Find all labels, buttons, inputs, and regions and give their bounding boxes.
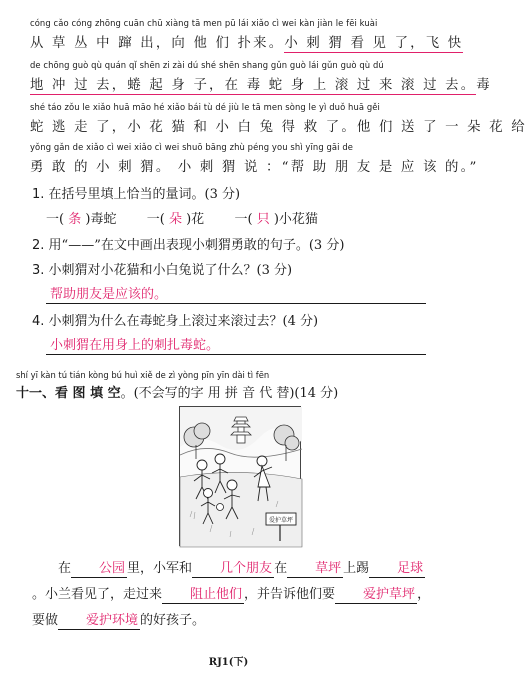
q1-fill-3: 一( 只 )小花猫 (234, 212, 318, 227)
cloze-blank-7[interactable]: 爱护环境 (58, 613, 140, 630)
passage-pinyin-3: shé táo zǒu le xiǎo huā māo hé xiǎo bái tù dé jiù le tā men sòng le yì duǒ huā gěi (30, 102, 380, 112)
cloze-blank-5[interactable]: 阻止他们 (162, 587, 244, 604)
passage-line-1-text: 从 草 丛 中 蹿 出，向 他 们 扑来。 (30, 36, 285, 51)
cloze-paragraph: 在 公园 里，小军和 几个朋友 在 草坪 上踢 足球。小兰看见了，走过来 阻止他们 ，并告诉他们要 爱护草坪 ，要做 爱护环境 的好孩子。 (32, 561, 431, 628)
question-4: 4. 小刺猬为什么在毒蛇身上滚过来滚过去？(4 分) (32, 314, 319, 329)
passage-line-2-tail: 毒 (476, 78, 492, 93)
page-footer: RJ1(下) (208, 657, 249, 668)
q1-fill-2: 一( 朵 )花 (146, 212, 205, 227)
question-1: 1. 在括号里填上恰当的量词。(3 分) (32, 187, 241, 202)
question-2: 2. 用“——”在文中画出表现小刺猬勇敢的句子。(3 分) (32, 238, 345, 253)
q1-answer-1[interactable]: 条 (68, 212, 82, 227)
q1-answer-3[interactable]: 只 (256, 212, 270, 227)
brave-sentence-underline-start: 小 刺 猬 看 见 了，飞 快 (284, 36, 464, 51)
brave-sentence-underline-end: 地 冲 过 去，蜷 起 身 子，在 毒 蛇 身 上 滚 过 来 滚 过 去。 (30, 78, 477, 93)
section-heading (16, 382, 338, 401)
section-note: 。(不会写的字 用 拼 音 代 替)(14 分) (120, 386, 339, 401)
park-scene-drawing (180, 407, 302, 547)
cloze-blank-6[interactable]: 爱护草坪 (335, 587, 417, 604)
passage-pinyin-4: yǒng gǎn de xiǎo cì wei xiǎo cì wei shuō bāng zhù péng you shì yīng gāi de (30, 142, 354, 152)
passage-line-4: 勇 敢 的 小 刺 猬。 小 刺 猬 说 ：“帮 助 朋 友 是 应 该 的。” (30, 160, 479, 175)
section-number: 十一、 (16, 386, 56, 401)
cloze-blank-2[interactable]: 几个朋友 (192, 561, 274, 578)
section-title: 看 图 填 空 (55, 386, 121, 401)
q3-answer-line[interactable]: 帮助朋友是应该的。 (46, 283, 426, 304)
passage-pinyin-1: cóng cǎo cóng zhōng cuān chū xiàng tā men pū lái xiǎo cì wei kàn jiàn le fēi kuài (30, 18, 378, 28)
q1-fill-row (46, 208, 318, 227)
q4-answer-line[interactable]: 小刺猬在用身上的刺扎毒蛇。 (46, 334, 426, 355)
section-pinyin: shí yī kàn tú tián kòng bú huì xiě de zì yòng pīn yīn dài tì fēn (16, 370, 270, 380)
q1-answer-2[interactable]: 朵 (168, 212, 182, 227)
cloze-blank-3[interactable]: 草坪 (287, 561, 343, 578)
q1-fill-1: 一( 条 )毒蛇 (46, 212, 117, 227)
passage-line-2 (30, 74, 492, 93)
football-icon (217, 504, 224, 511)
passage-pinyin-2: de chōng guò qù quán qǐ shēn zi zài dú shé shēn shang gǔn guò lái gǔn guò qù dú (30, 60, 384, 70)
passage-line-1 (30, 32, 463, 51)
cloze-blank-4[interactable]: 足球 (369, 561, 425, 578)
question-3: 3. 小刺猬对小花猫和小白兔说了什么？(3 分) (32, 263, 293, 278)
park-illustration (179, 406, 301, 546)
cloze-blank-1[interactable]: 公园 (71, 561, 127, 578)
passage-line-3: 蛇 逃 走 了，小 花 猫 和 小 白 兔 得 救 了。他 们 送 了 一 朵 花 给 (30, 120, 527, 135)
sign-text: 爱护草坪 (268, 517, 294, 524)
